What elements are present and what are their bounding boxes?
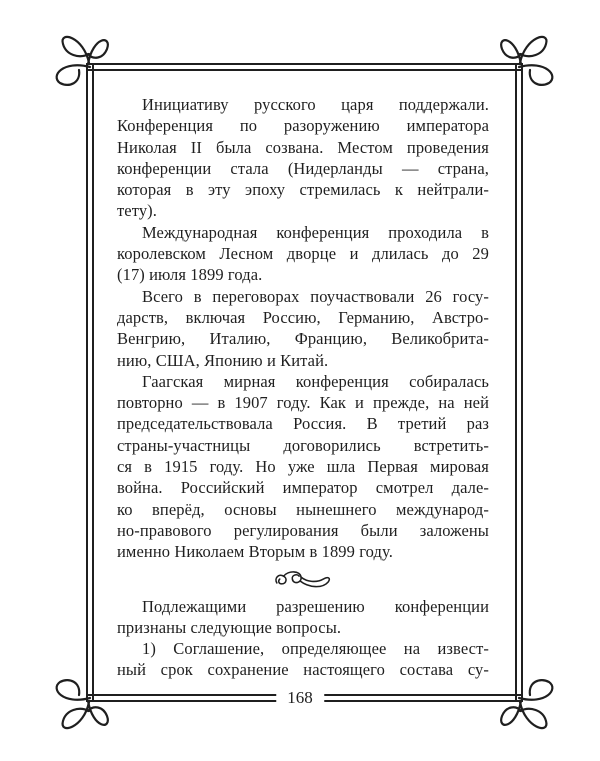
text-line: (17) июля 1899 года. <box>117 265 263 285</box>
text-line: Инициативу русского царя поддержали. <box>142 95 489 114</box>
text-line: Всего в переговорах поучаствовали 26 госу- <box>142 286 489 306</box>
text-line: Николая II была созвана. Местом проведения <box>117 137 489 157</box>
corner-knot-icon <box>497 25 561 89</box>
text-line: нию, США, Японию и Китай. <box>117 350 329 370</box>
page-text <box>117 94 489 681</box>
paragraph <box>117 94 489 222</box>
paragraph <box>117 371 489 563</box>
text-line: признаны следующие вопросы. <box>117 617 342 637</box>
text-line: именно Николаем Вторым в 1899 году. <box>117 542 393 562</box>
text-line: Гаагская мирная конференция собиралась <box>142 371 489 391</box>
paragraph <box>117 596 489 639</box>
frame-border-top <box>86 63 523 71</box>
text-line: война. Российский император смотрел дале- <box>117 478 489 498</box>
text-line: тету). <box>117 201 157 221</box>
text-line: Конференция по разоружению императора <box>117 116 489 136</box>
text-line: ся в 1915 году. Но уже шла Первая мировая <box>117 457 489 477</box>
text-section-bottom <box>117 596 489 681</box>
paragraph <box>117 638 489 681</box>
text-section-top <box>117 94 489 563</box>
corner-knot-icon <box>48 25 112 89</box>
text-line: которая в эту эпоху стремилась к нейтрали- <box>117 180 489 200</box>
scroll-flourish-icon <box>272 569 334 593</box>
paragraph <box>117 286 489 371</box>
text-line: повторно — в 1907 году. Как и прежде, на ней <box>117 393 489 413</box>
frame-border-left <box>86 63 94 702</box>
text-line: ко вперёд, основы нынешнего международ- <box>117 499 489 519</box>
text-line: Подлежащими разрешению конференции <box>142 596 489 616</box>
text-line: конференции стала (Нидерланды — страна, <box>117 158 489 178</box>
text-line: ный срок сохранение настоящего состава су- <box>117 660 489 680</box>
text-line: 1) Соглашение, определяющее на извест- <box>142 639 489 659</box>
text-line: страны-участницы договорились встретить- <box>117 435 489 455</box>
text-line: королевском Лесном дворце и длилась до 29 <box>117 244 489 264</box>
paragraph <box>117 222 489 286</box>
corner-knot-icon <box>48 676 112 740</box>
text-line: дарств, включая Россию, Германию, Австро- <box>117 307 489 327</box>
text-line: Международная конференция проходила в <box>142 222 489 242</box>
page-number: 168 <box>276 686 324 709</box>
text-line: Венгрию, Италию, Францию, Великобрита- <box>117 329 489 349</box>
text-line: председательствовала Россия. В третий раз <box>117 414 489 434</box>
text-line: но-правового регулирования были заложены <box>117 520 489 540</box>
corner-knot-icon <box>497 676 561 740</box>
frame-border-right <box>515 63 523 702</box>
